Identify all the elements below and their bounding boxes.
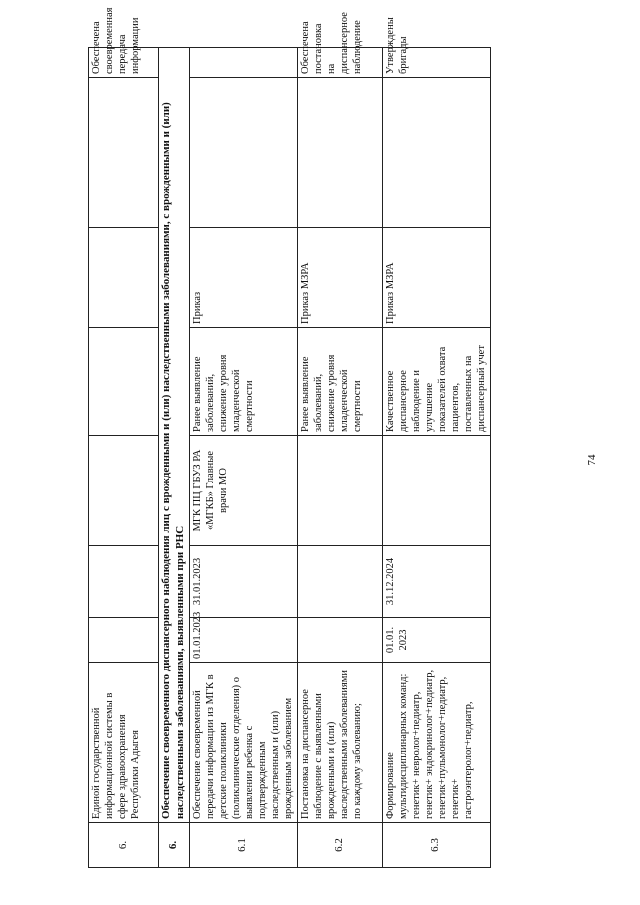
page-number: 74	[586, 454, 598, 466]
responsible-cell	[382, 436, 490, 546]
end-date: 31.12.2024	[382, 546, 490, 618]
end-date: 31.01.2023	[189, 546, 297, 618]
section-title: Обеспечение своевременного диспансерного наблюдения лиц с врожденными и (или) наследственными заболеваниями, с врожденными и (или) наследственными заболеваниями, выявленными при РНС	[159, 48, 190, 823]
row-number: 6.1	[189, 823, 297, 868]
table-row	[189, 48, 297, 868]
result-cell: Утверждены бригады	[382, 48, 490, 78]
section-row	[159, 48, 190, 868]
row-number: 6.2	[297, 823, 382, 868]
indicator-cell: Качественное диспансерное наблюдение и улучшение показателей охвата пациентов, поставленных на диспансерный учет	[382, 328, 490, 436]
plan-table	[88, 7, 491, 868]
task-cell: Формирование мультидисциплинарных команд: генетик+ невролог+педиатр, генетик+ эндокринолог+педиатр, генетик+пульмонолог+педиатр, генетик+ гастроэнтеролог+педиатр,	[382, 663, 490, 823]
task-cell: Единой государственной информационной системы в сфере здравоохранения Республики Адыгея	[89, 663, 159, 823]
result-cell: Обеспечена постановка на диспансерное наблюдение	[297, 48, 382, 78]
section-number: 6.	[159, 823, 190, 868]
task-cell: Обеспечение своевременной передачи информации из МГК в детские поликлиники (поликлинические отделения) о выявлении ребенка с подтвержденным наследственным и (или) врожденным заболеванием	[189, 663, 297, 823]
task-cell: Постановка на диспансерное наблюдение с выявленными врожденными и (или) наследственными заболеваниями по каждому заболеванию;	[297, 663, 382, 823]
document-cell: Приказ МЗРА	[382, 228, 490, 328]
indicator-cell: Ранее выявление заболеваний, снижение уровня младенческой смертности	[189, 328, 297, 436]
table-row	[297, 48, 382, 868]
document-cell: Приказ	[189, 228, 297, 328]
row-number: 6.3	[382, 823, 490, 868]
end-date	[297, 546, 382, 618]
result-cell: Обеспечена своевременная передача информации	[89, 48, 159, 78]
responsible-cell	[297, 436, 382, 546]
responsible-cell: МГК ПЦ ГБУЗ РА «МГКБ» Главные врачи МО	[189, 436, 297, 546]
indicator-cell: Ранее выявление заболеваний, снижение уровня младенческой смертности	[297, 328, 382, 436]
table-row-top	[89, 48, 159, 868]
start-date: 01.01. 2023	[382, 618, 490, 663]
rotated-table-wrapper	[88, 7, 488, 868]
table-row	[382, 48, 490, 868]
start-date	[297, 618, 382, 663]
row-number: 6.	[89, 823, 159, 868]
document-cell: Приказ МЗРА	[297, 228, 382, 328]
start-date: 01.01.2023	[189, 618, 297, 663]
result-cell	[189, 48, 297, 78]
